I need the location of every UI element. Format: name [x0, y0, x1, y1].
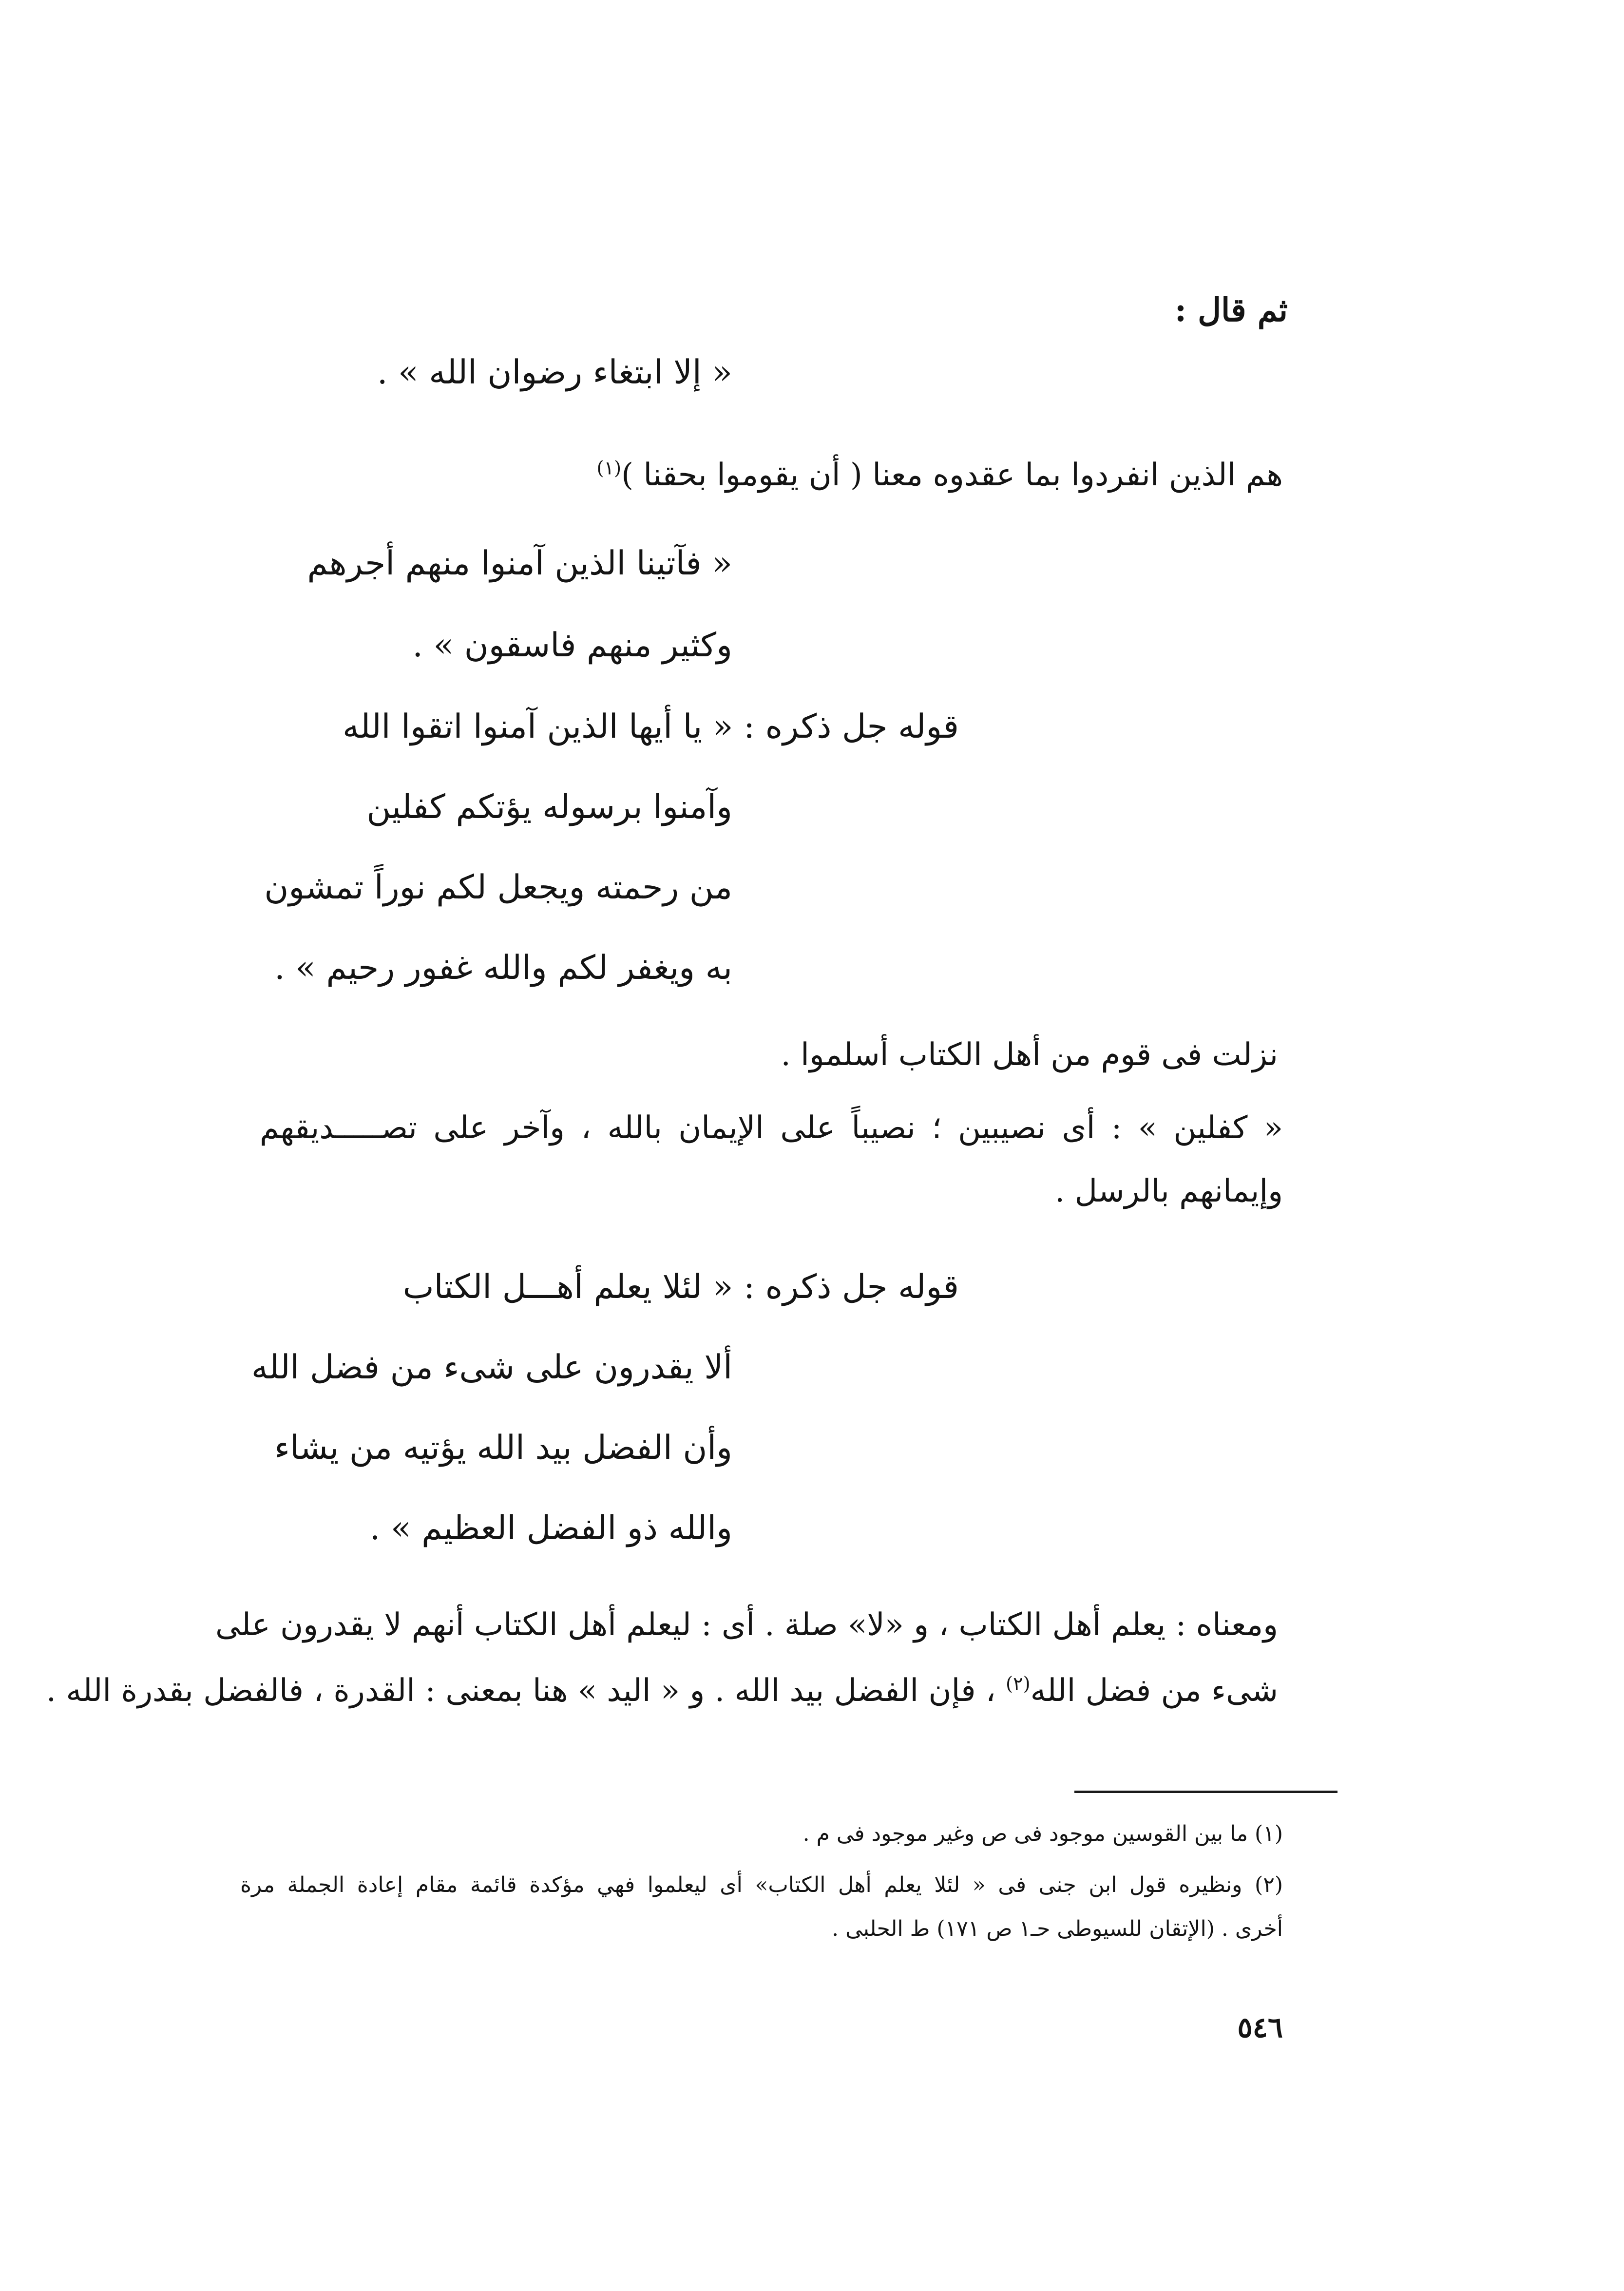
footnote-2-line1: (٢) ونظيره قول ابن جنى فى « لئلا يعلم أهل الكتاب» أى ليعلموا فهي مؤكدة قائمة مقام إعادة الجملة مرة: [240, 1872, 1283, 1897]
footnote-ref-1: (١): [596, 457, 622, 479]
verse1-intro: قوله جل ذكره :: [744, 707, 959, 746]
paragraph-hum-text: هم الذين انفردوا بما عقدوه معنا ( أن يقوموا بحقنا ): [621, 457, 1283, 493]
maanah-line2-start: شىء من فضل الله: [1030, 1673, 1278, 1709]
verse1-text-line1: « يا أيها الذين آمنوا اتقوا الله: [342, 707, 733, 746]
footnote-ref-2: (٢): [1005, 1673, 1031, 1695]
paragraph-kiflayn-line1: « كفلين » : أى نصيبين ؛ نصيباً على الإيمان بالله ، وآخر على تصـــــديقهم: [260, 1110, 1283, 1146]
section-heading: ثم قال :: [1174, 291, 1288, 329]
paragraph-maanah-line1: ومعناه : يعلم أهل الكتاب ، و «لا» صلة . أى : ليعلم أهل الكتاب أنهم لا يقدرون على: [215, 1607, 1278, 1643]
paragraph-kiflayn-line2: وإيمانهم بالرسل .: [1054, 1173, 1283, 1209]
verse1-line3: من رحمته ويجعل لكم نوراً تمشون: [264, 868, 732, 907]
footnote-divider: [1074, 1791, 1337, 1793]
verse1-line2: وآمنوا برسوله يؤتكم كفلين: [366, 788, 732, 826]
verse2-line2: ألا يقدرون على شىء من فضل الله: [251, 1348, 732, 1387]
paragraph-maanah-line2: [46, 1674, 1278, 1708]
quote-ibtigha: « إلا ابتغاء رضوان الله » .: [377, 353, 732, 392]
verse2-line1: [403, 1269, 959, 1306]
paragraph-nuzul: نزلت فى قوم من أهل الكتاب أسلموا .: [781, 1037, 1278, 1073]
footnote-1: (١) ما بين القوسين موجود فى ص وغير موجود فى م .: [802, 1821, 1283, 1846]
maanah-line2-end: ، فإن الفضل بيد الله . و « اليد » هنا بمعنى : القدرة ، فالفضل بقدرة الله .: [46, 1673, 996, 1709]
page-number: ٥٤٦: [1237, 2011, 1283, 2044]
footnote-2-line2: أخرى . (الإتقان للسيوطى حـ١ ص ١٧١) ط الحلبى .: [832, 1916, 1283, 1941]
verse2-text-line1: « لئلا يعلم أهـــل الكتاب: [402, 1268, 733, 1306]
paragraph-hum: [596, 458, 1283, 492]
verse2-intro: قوله جل ذكره :: [744, 1268, 959, 1306]
quote-fa-atayna-line2: وكثير منهم فاسقون » .: [412, 626, 732, 665]
verse2-line3: وأن الفضل بيد الله يؤتيه من يشاء: [274, 1429, 732, 1467]
verse1-line1: [343, 709, 959, 745]
verse2-line4: والله ذو الفضل العظيم » .: [369, 1509, 732, 1547]
verse1-line4: به ويغفر لكم والله غفور رحيم » .: [274, 949, 732, 987]
quote-fa-atayna-line1: « فآتينا الذين آمنوا منهم أجرهم: [307, 544, 732, 583]
